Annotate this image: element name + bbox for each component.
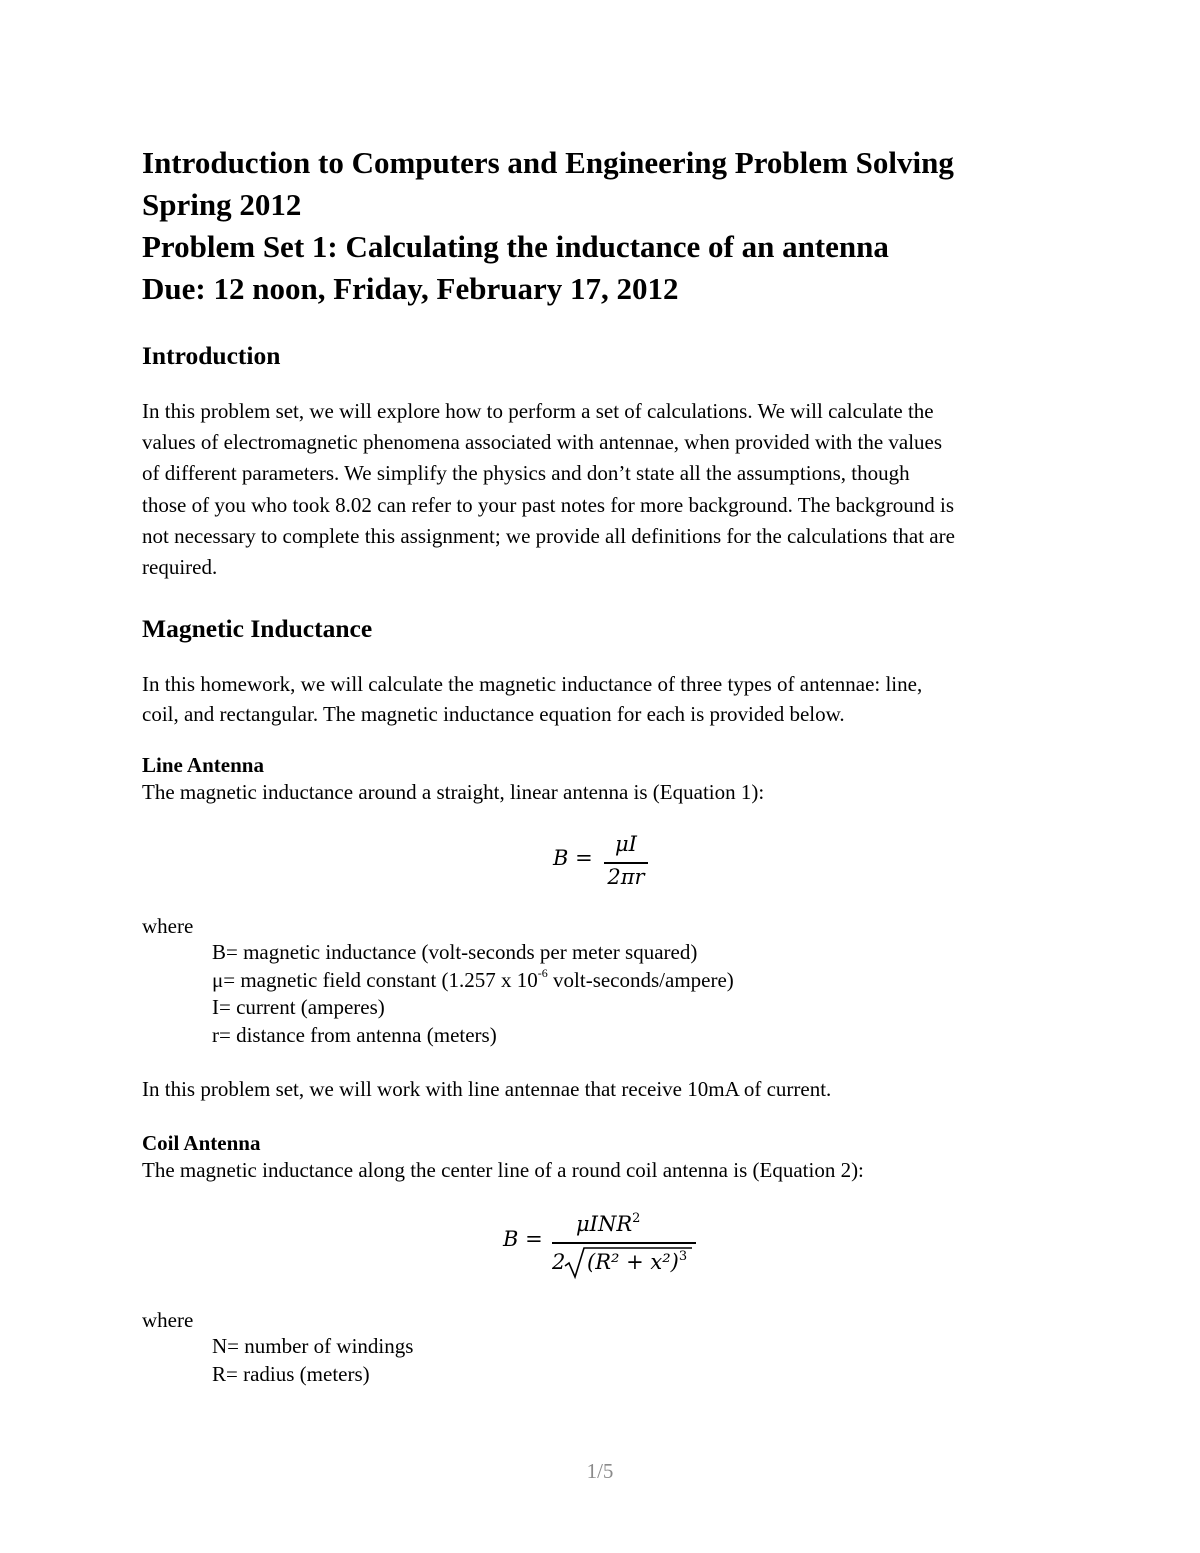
equation-1-fraction-bar	[604, 862, 648, 864]
intro-line: not necessary to complete this assignment; we provide all definitions for the calculations that are	[142, 523, 955, 548]
intro-line: of different parameters. We simplify the physics and don’t state all the assumptions, though	[142, 461, 910, 486]
definition-r: r= distance from antenna (meters)	[212, 1022, 497, 1047]
intro-line: those of you who took 8.02 can refer to your past notes for more background. The background is	[142, 492, 954, 517]
definition-mu: μ= magnetic field constant (1.257 x $10^{-6}$ volt-seconds/ampere)	[212, 965, 734, 992]
line-antenna-definitions	[212, 939, 734, 1049]
magnetic-line: In this homework, we will calculate the magnetic inductance of three types of antennae: line,	[142, 672, 923, 696]
where-label: where	[142, 914, 194, 938]
coil-antenna-definitions	[212, 1333, 413, 1388]
equation-2-fraction-bar	[552, 1242, 696, 1244]
line-antenna-description: The magnetic inductance around a straight, linear antenna is (Equation 1):	[142, 780, 765, 804]
introduction-paragraph	[142, 396, 1072, 583]
introduction-heading: Introduction	[142, 341, 281, 370]
equation-2-denominator-coefficient: 2	[552, 1250, 566, 1274]
definition-R: R= radius (meters)	[212, 1361, 370, 1386]
intro-line: In this problem set, we will explore how to perform a set of calculations. We will calculate the	[142, 399, 934, 423]
intro-line: required.	[142, 555, 218, 580]
equation-1-denominator: 2πr	[607, 865, 645, 889]
page-number: 1/5	[586, 1459, 614, 1483]
coil-antenna-heading: Coil Antenna	[142, 1131, 261, 1155]
intro-line: values of electromagnetic phenomena associated with antennae, when provided with the values	[142, 430, 943, 455]
magnetic-inductance-heading: Magnetic Inductance	[142, 614, 373, 643]
equation-2-lhs: B =	[503, 1227, 543, 1251]
course-title: Introduction to Computers and Engineering Problem Solving	[142, 145, 954, 180]
line-antenna-heading: Line Antenna	[142, 753, 264, 777]
line-antenna-note: In this problem set, we will work with line antennae that receive 10mA of current.	[142, 1077, 832, 1101]
equation-1-numerator: μI	[615, 832, 637, 856]
coil-where-label: where	[142, 1308, 194, 1332]
term-title: Spring 2012	[142, 187, 302, 222]
definition-B: B= magnetic inductance (volt-seconds per meter squared)	[212, 940, 698, 964]
magnetic-inductance-paragraph	[142, 669, 1072, 729]
equation-1-lhs: B =	[553, 846, 593, 870]
coil-antenna-description: The magnetic inductance along the center line of a round coil antenna is (Equation 2):	[142, 1158, 864, 1182]
due-date: Due: 12 noon, Friday, February 17, 2012	[142, 271, 679, 306]
magnetic-line: coil, and rectangular. The magnetic inductance equation for each is provided below.	[142, 702, 845, 726]
equation-2-radicand: $(R^2 + x^2)^3$	[587, 1249, 688, 1274]
definition-N: N= number of windings	[212, 1334, 414, 1358]
title-block	[142, 142, 1102, 310]
equation-2-numerator: μINR$^2$	[576, 1211, 641, 1236]
definition-I: I= current (amperes)	[212, 995, 385, 1019]
problem-set-title: Problem Set 1: Calculating the inductance of an antenna	[142, 229, 889, 264]
